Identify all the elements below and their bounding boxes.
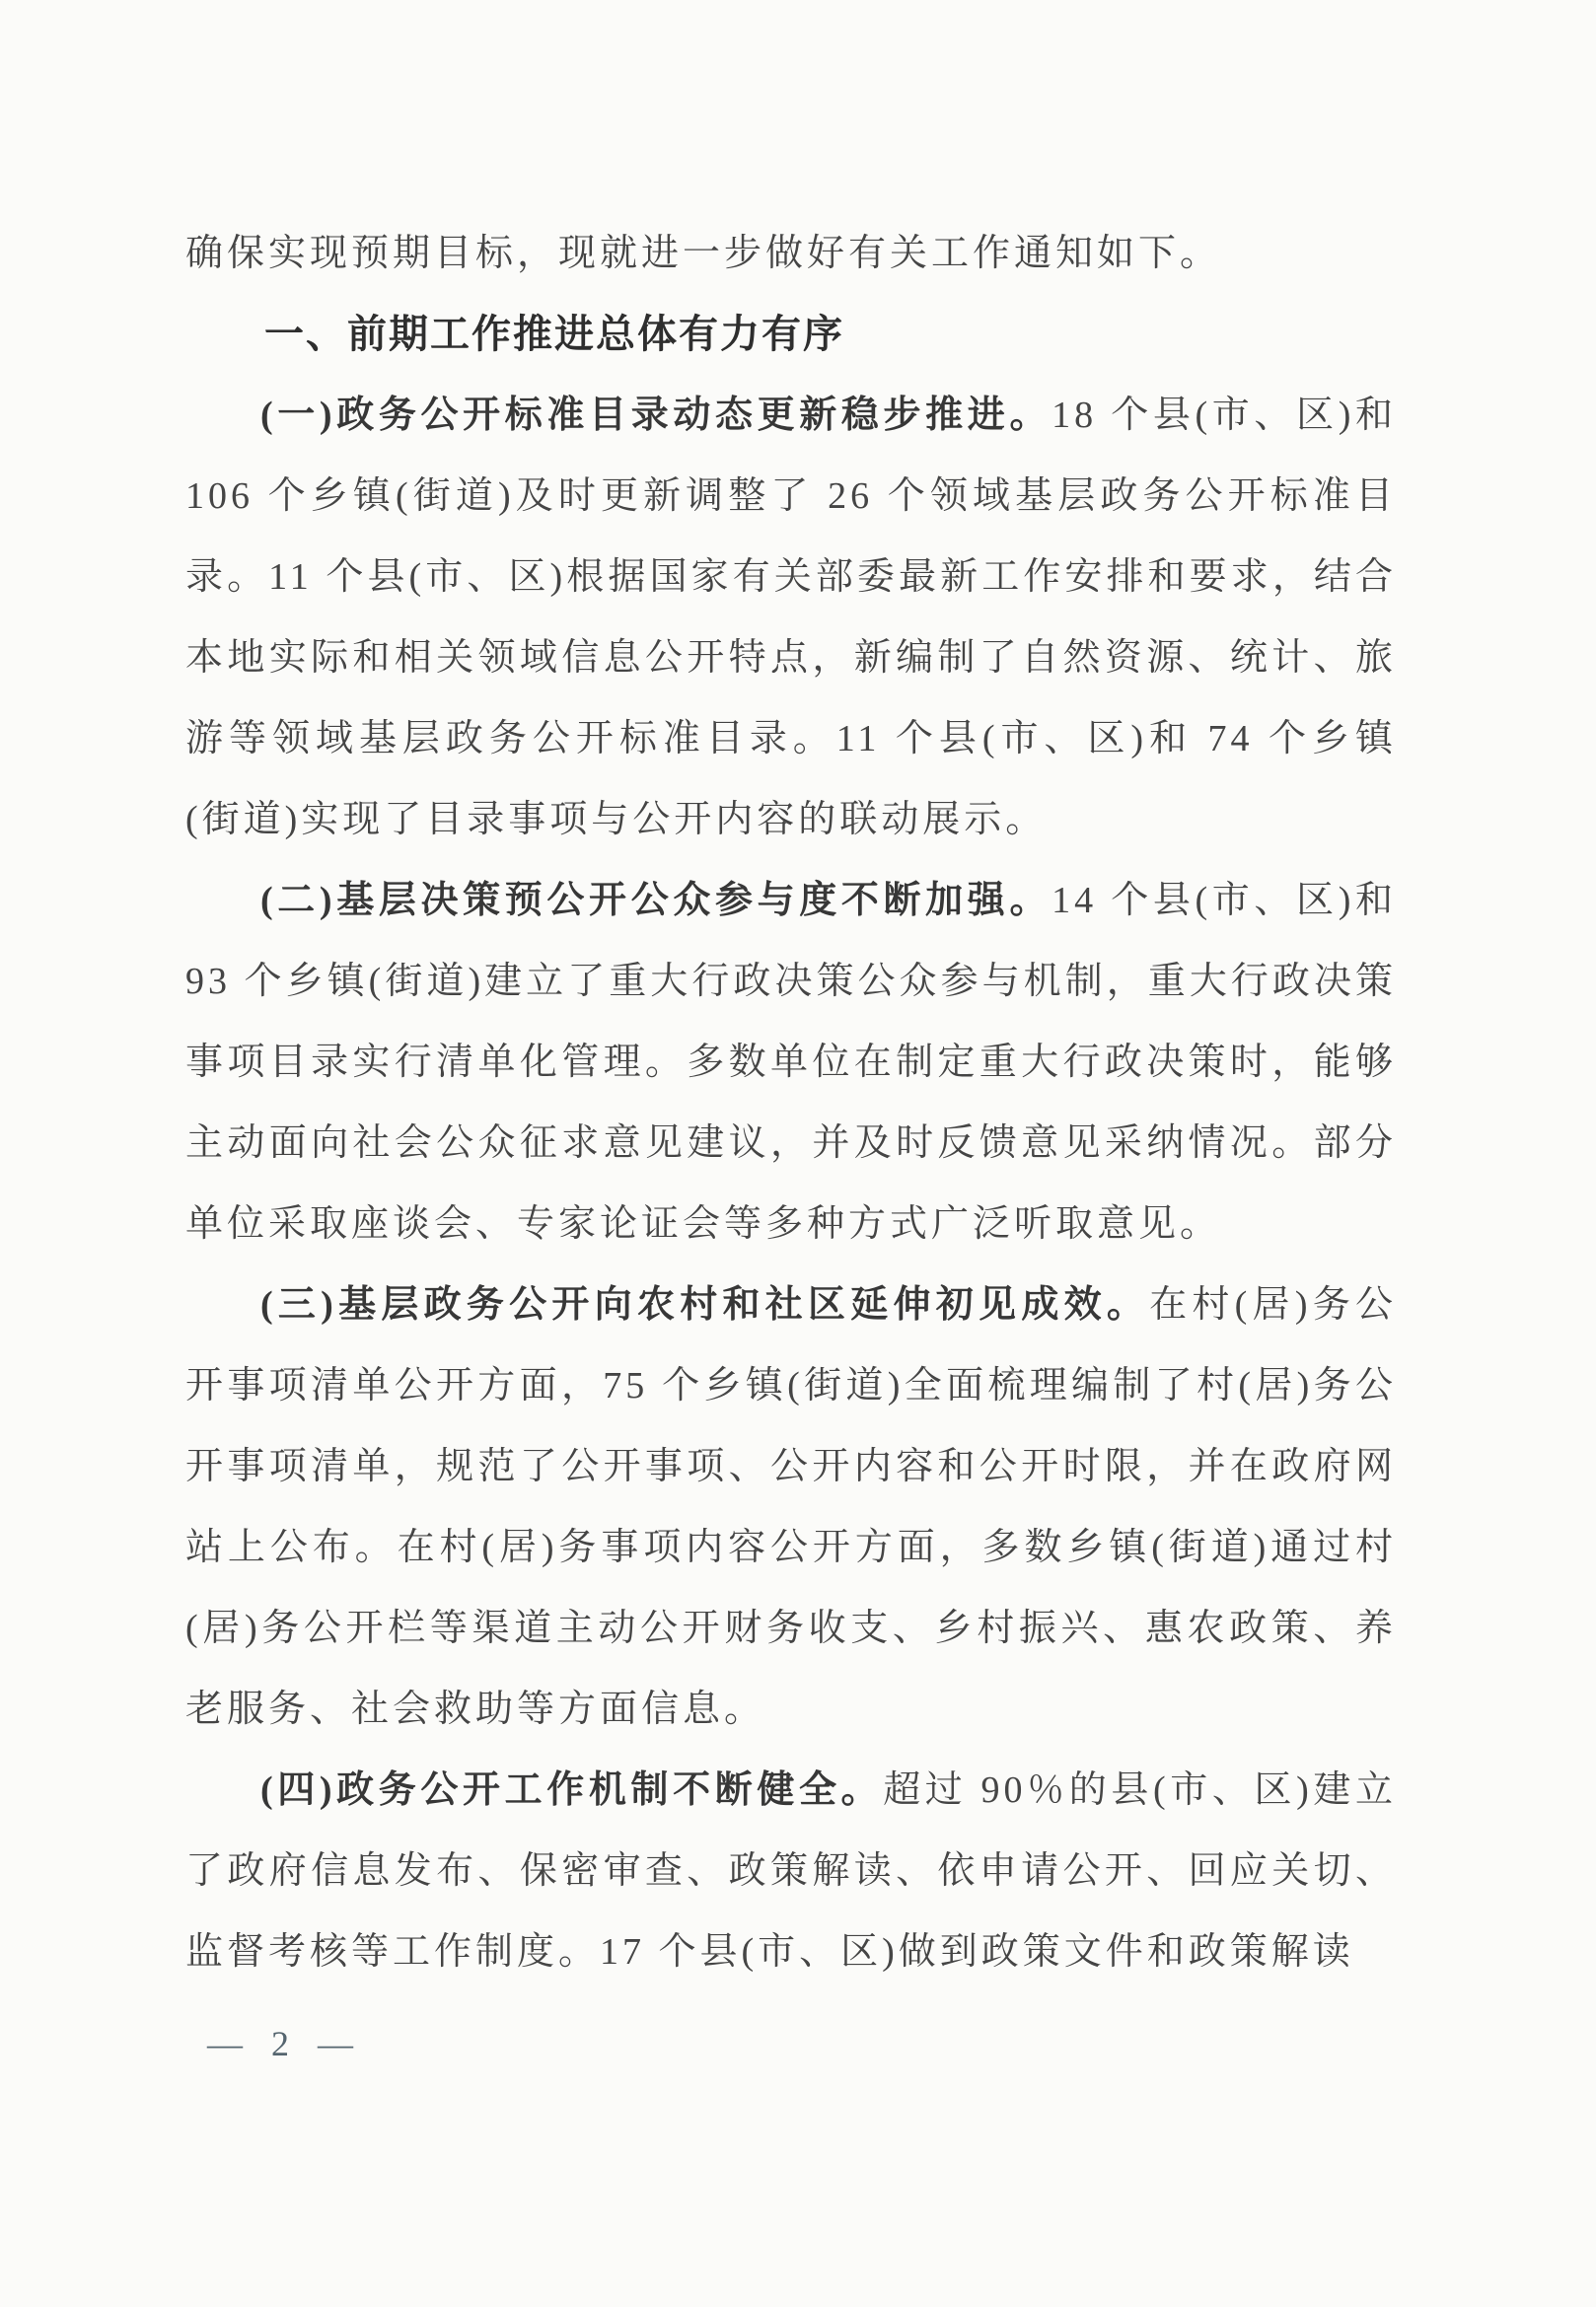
document-body [185, 213, 1397, 1992]
paragraph-1-lead: (一)政务公开标准目录动态更新稳步推进。 [260, 395, 1052, 436]
paragraph-2-lead: (二)基层决策预公开公众参与度不断加强。 [260, 880, 1052, 921]
paragraph-2 [185, 860, 1397, 1264]
paragraph-4-lead: (四)政务公开工作机制不断健全。 [260, 1769, 884, 1811]
paragraph-3 [185, 1264, 1397, 1750]
section-heading: 一、前期工作推进总体有力有序 [264, 313, 844, 356]
page-number-footer: — 2 — [207, 2024, 363, 2063]
paragraph-3-text: 在村(居)务公开事项清单公开方面，75 个乡镇(街道)全面梳理编制了村(居)务公开事项清单，规范了公开事项、公开内容和公开时限，并在政府网站上公布。在村(居)务事项内容公开方面，多数乡镇(街道)通过村(居)务公开栏等渠道主动公开财务收支、乡村振兴、惠农政策、养老服务、社会救助等方面信息。 [185, 1284, 1397, 1730]
paragraph-3-lead: (三)基层政务公开向农村和社区延伸初见成效。 [260, 1284, 1150, 1326]
paragraph-4 [185, 1750, 1397, 1992]
intro-paragraph: 确保实现预期目标，现就进一步做好有关工作通知如下。 [185, 233, 1222, 274]
paragraph-4-text: 超过 90％的县(市、区)建立了政府信息发布、保密审查、政策解读、依申请公开、回应关切、监督考核等工作制度。17 个县(市、区)做到政策文件和政策解读 [185, 1769, 1398, 1973]
paragraph-2-text: 14 个县(市、区)和 93 个乡镇(街道)建立了重大行政决策公众参与机制，重大行政决策事项目录实行清单化管理。多数单位在制定重大行政决策时，能够主动面向社会公众征求意见建议，并及时反馈意见采纳情况。部分单位采取座谈会、专家论证会等多种方式广泛听取意见。 [185, 880, 1397, 1245]
paragraph-1 [185, 375, 1397, 860]
paragraph-1-text: 18 个县(市、区)和 106 个乡镇(街道)及时更新调整了 26 个领域基层政务公开标准目录。11 个县(市、区)根据国家有关部委最新工作安排和要求，结合本地实际和相关领域信息公开特点，新编制了自然资源、统计、旅游等领域基层政务公开标准目录。11 个县(市、区)和 74 个乡镇(街道)实现了目录事项与公开内容的联动展示。 [185, 395, 1397, 840]
